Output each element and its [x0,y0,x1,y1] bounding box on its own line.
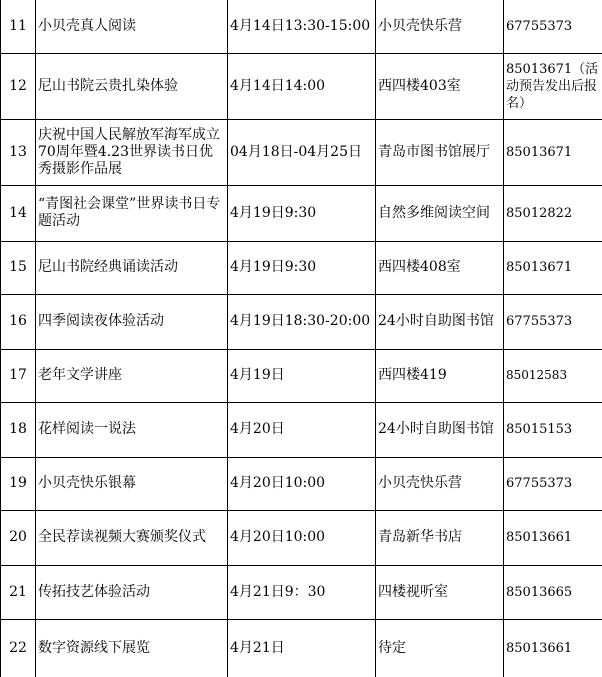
activity-time: 4月21日 [228,619,376,677]
row-number: 15 [1,241,36,294]
activity-place: 自然多维阅读空间 [376,185,504,241]
table-row [1,241,602,294]
activity-time: 4月21日9：30 [228,565,376,619]
table-row [1,619,602,677]
table-row [1,119,602,185]
activity-place: 小贝壳快乐营 [376,0,504,53]
activity-name: 尼山书院经典诵读活动 [36,241,228,294]
activity-time: 04月18日-04月25日 [228,119,376,185]
activity-name: 尼山书院云贵扎染体验 [36,53,228,119]
table-row [1,185,602,241]
table-row [1,457,602,510]
contact-phone: 85013665 [504,565,602,619]
contact-phone: 85013671 [504,241,602,294]
activity-place: 24小时自助图书馆 [376,294,504,349]
table-row [1,53,602,119]
activity-place: 青岛新华书店 [376,510,504,565]
activity-name: “青图社会课堂”世界读书日专题活动 [36,185,228,241]
activity-name: 庆祝中国人民解放军海军成立70周年暨4.23世界读书日优秀摄影作品展 [36,119,228,185]
row-number: 19 [1,457,36,510]
activity-time: 4月19日9:30 [228,185,376,241]
activity-time: 4月20日10:00 [228,457,376,510]
row-number: 12 [1,53,36,119]
table-row [1,349,602,402]
activity-name: 小贝壳快乐银幕 [36,457,228,510]
contact-phone: 85013661 [504,510,602,565]
activity-place: 小贝壳快乐营 [376,457,504,510]
activity-place: 西四楼408室 [376,241,504,294]
row-number: 13 [1,119,36,185]
activity-name: 全民荐读视频大赛颁奖仪式 [36,510,228,565]
row-number: 14 [1,185,36,241]
table-row [1,0,602,53]
activity-place: 四楼视听室 [376,565,504,619]
contact-phone: 85013671 [504,119,602,185]
row-number: 16 [1,294,36,349]
contact-phone: 67755373 [504,294,602,349]
activity-time: 4月14日14:00 [228,53,376,119]
row-number: 22 [1,619,36,677]
row-number: 17 [1,349,36,402]
table-row [1,294,602,349]
table-row [1,402,602,457]
table-row [1,565,602,619]
activity-place: 西四楼403室 [376,53,504,119]
activity-name: 传拓技艺体验活动 [36,565,228,619]
activity-time: 4月14日13:30-15:00 [228,0,376,53]
contact-phone: 85012583 [504,349,602,402]
activity-place: 西四楼419 [376,349,504,402]
activity-place: 青岛市图书馆展厅 [376,119,504,185]
activity-time: 4月19日 [228,349,376,402]
contact-phone: 85013661 [504,619,602,677]
activity-time: 4月20日10:00 [228,510,376,565]
contact-phone: 85013671（活动预告发出后报名） [504,53,602,119]
activity-name: 四季阅读夜体验活动 [36,294,228,349]
activity-time: 4月20日 [228,402,376,457]
activity-time: 4月19日9:30 [228,241,376,294]
row-number: 21 [1,565,36,619]
row-number: 11 [1,0,36,53]
row-number: 18 [1,402,36,457]
contact-phone: 67755373 [504,0,602,53]
activity-name: 数字资源线下展览 [36,619,228,677]
contact-phone: 85015153 [504,402,602,457]
activity-name: 小贝壳真人阅读 [36,0,228,53]
activity-name: 花样阅读一说法 [36,402,228,457]
activity-time: 4月19日18:30-20:00 [228,294,376,349]
contact-phone: 85012822 [504,185,602,241]
activity-place: 24小时自助图书馆 [376,402,504,457]
row-number: 20 [1,510,36,565]
activity-name: 老年文学讲座 [36,349,228,402]
activity-place: 待定 [376,619,504,677]
contact-phone: 67755373 [504,457,602,510]
table-row [1,510,602,565]
